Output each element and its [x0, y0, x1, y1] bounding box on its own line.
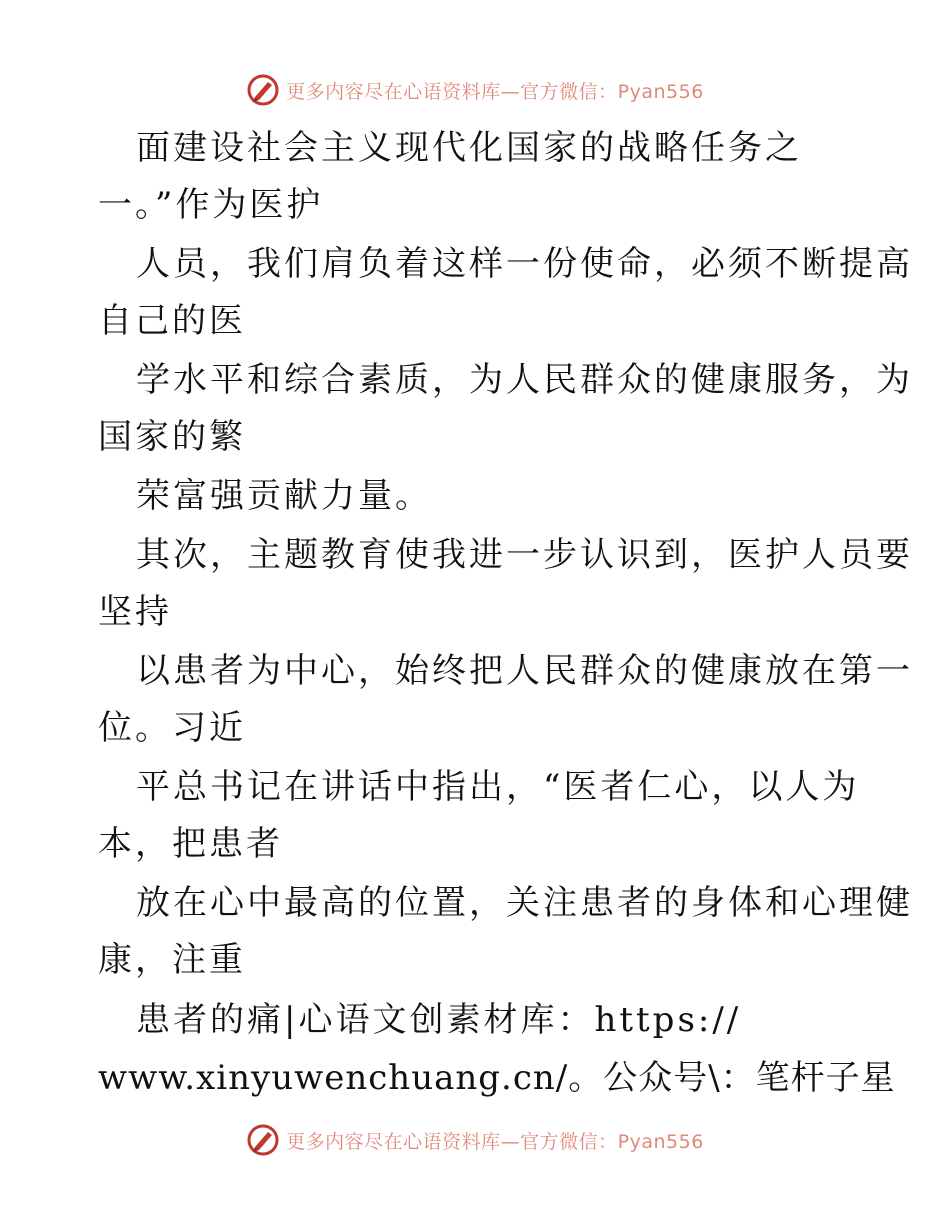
body-line: 人员，我们肩负着这样一份使命，必须不断提高	[136, 244, 913, 284]
body-line: 平总书记在讲话中指出，“医者仁心，以人为	[136, 767, 860, 807]
footer-watermark	[0, 1120, 950, 1160]
body-line: 国家的繁	[98, 417, 246, 457]
body-line: 一。”作为医护	[98, 185, 324, 225]
body-line: 本，把患者	[98, 824, 283, 864]
footer-watermark-text: 更多内容尽在心语资料库—官方微信：Pyan556	[286, 1130, 704, 1153]
body-line: www.xinyuwenchuang.cn/。公众号\：笔杆子星	[98, 1058, 896, 1098]
logo-icon	[246, 73, 280, 107]
body-line: 荣富强贡献力量。	[136, 476, 432, 516]
body-line: 放在心中最高的位置，关注患者的身体和心理健	[136, 883, 913, 923]
body-line: 自己的医	[98, 301, 246, 341]
body-line: 坚持	[98, 592, 172, 632]
body-line: 以患者为中心，始终把人民群众的健康放在第一	[136, 651, 913, 691]
body-line: 位。习近	[98, 708, 246, 748]
body-line: 康，注重	[98, 940, 246, 980]
body-line: 患者的痛|心语文创素材库：https://	[136, 1000, 742, 1040]
logo-icon	[246, 1123, 280, 1157]
header-watermark	[0, 70, 950, 110]
body-line: 学水平和综合素质，为人民群众的健康服务，为	[136, 360, 913, 400]
body-line: 其次，主题教育使我进一步认识到，医护人员要	[136, 535, 913, 575]
header-watermark-text: 更多内容尽在心语资料库—官方微信：Pyan556	[286, 80, 704, 103]
body-line: 面建设社会主义现代化国家的战略任务之	[136, 128, 802, 168]
